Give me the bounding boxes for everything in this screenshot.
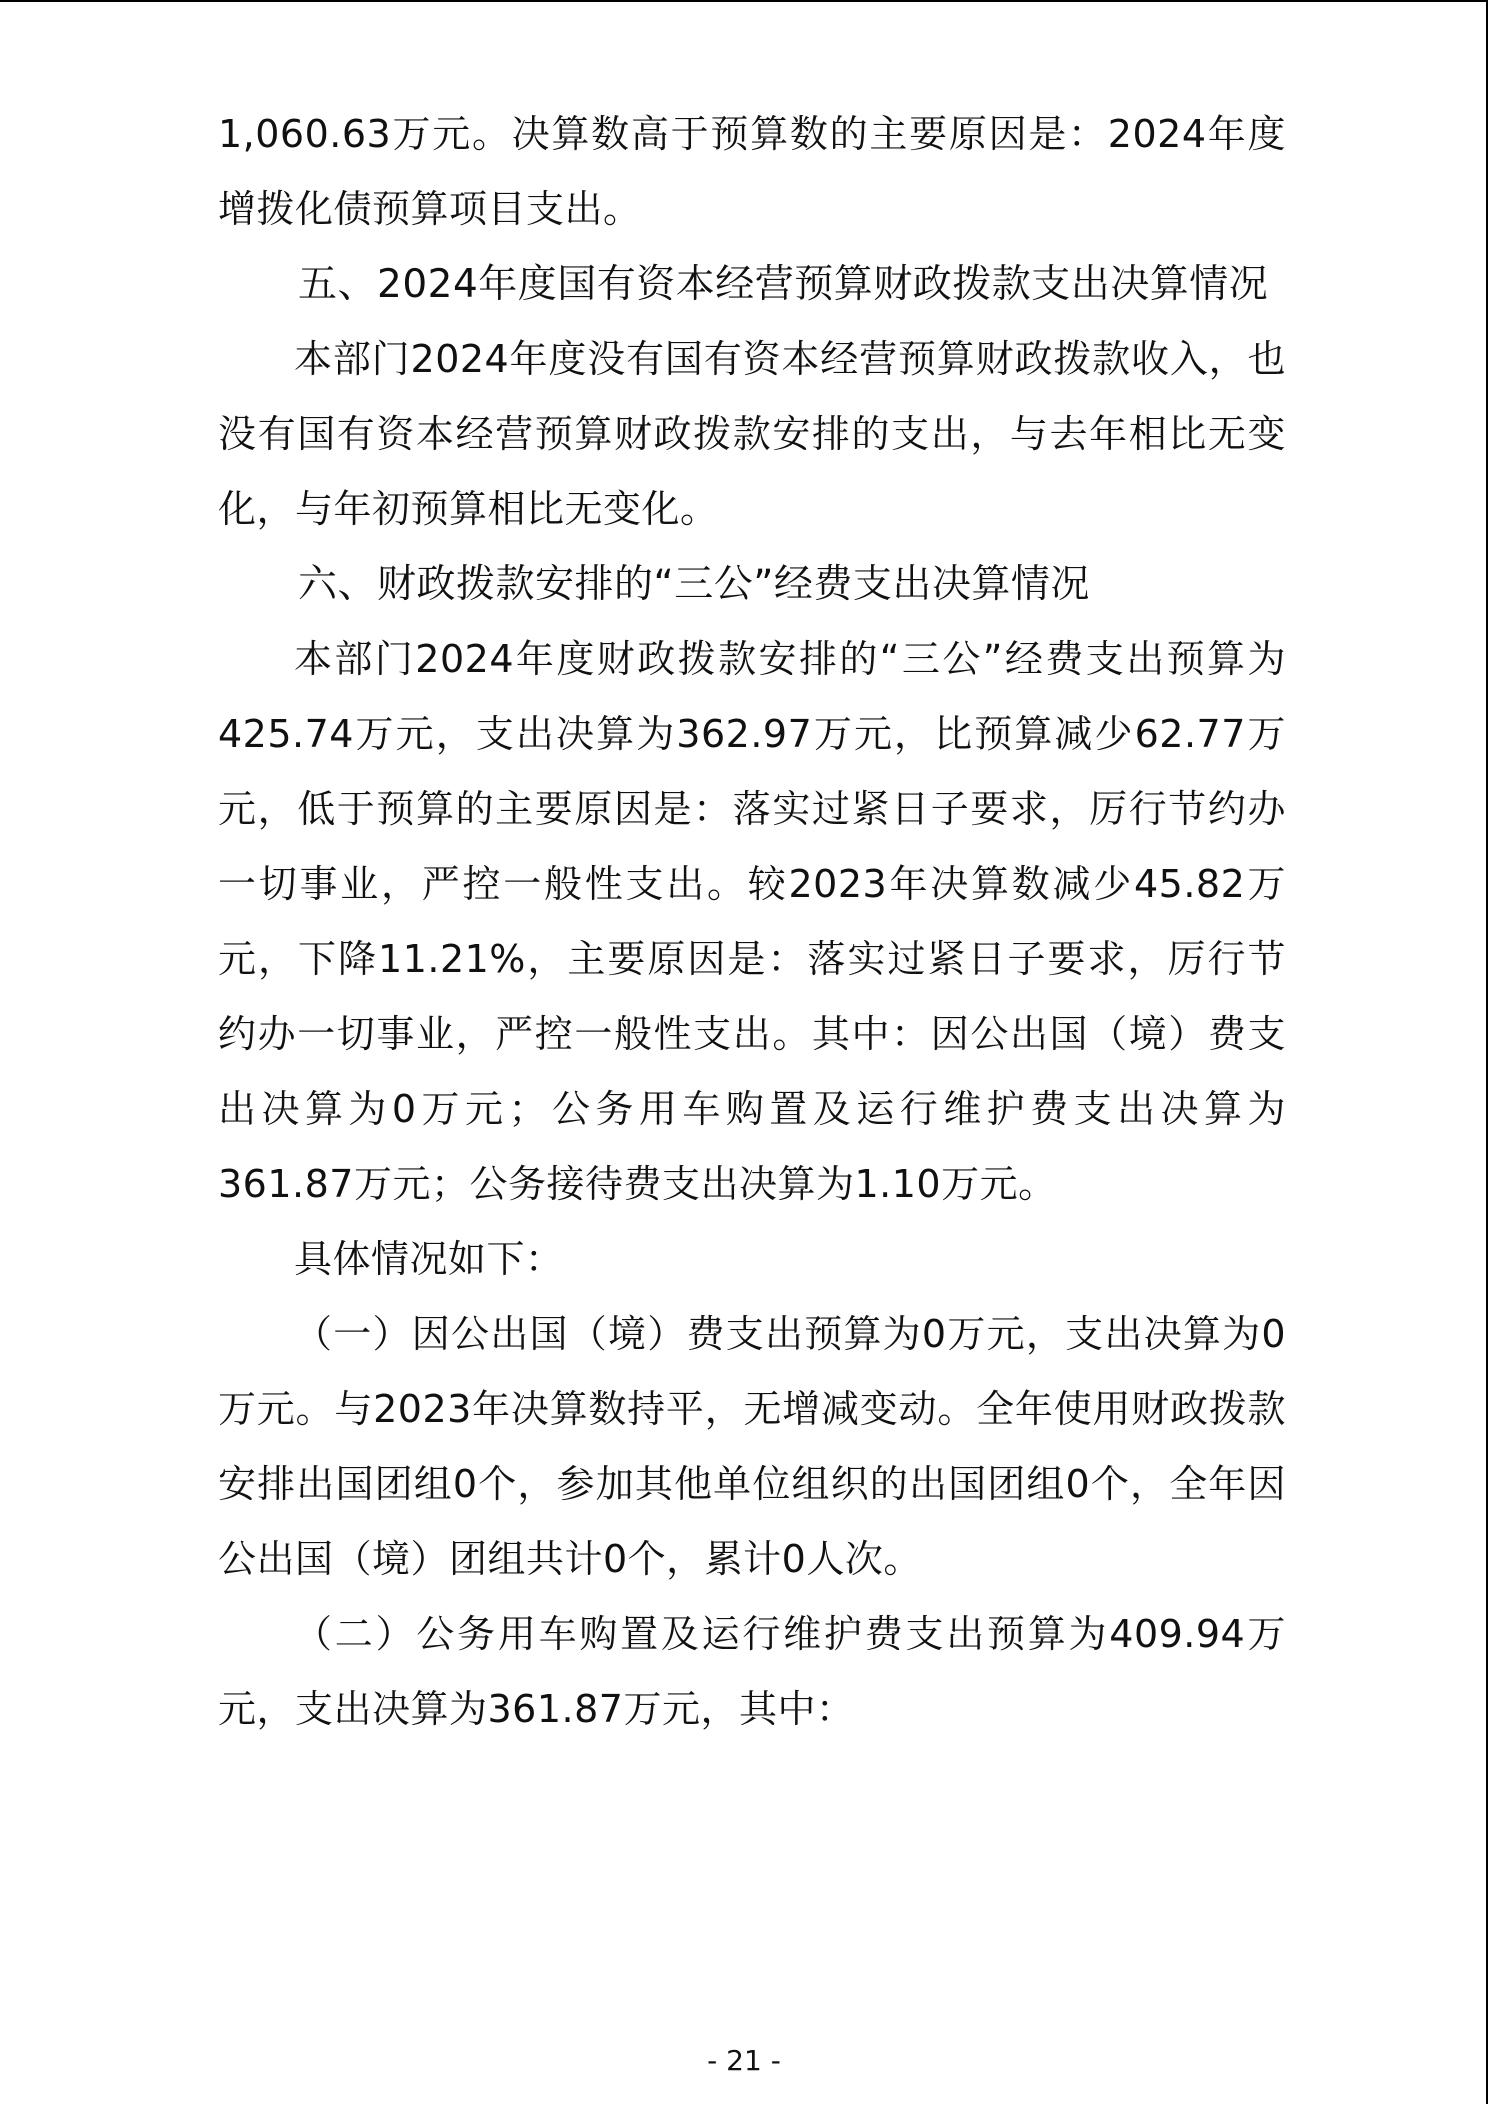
section-heading-six: 六、财政拨款安排的“三公”经费支出决算情况 (298, 562, 1090, 607)
section-heading-five: 五、2024年度国有资本经营预算财政拨款支出决算情况 (298, 262, 1269, 307)
paragraph-continuation: 1,060.63万元。决算数高于预算数的主要原因是：2024年度增拨化债预算项目支出。 (218, 112, 1286, 231)
paragraph-overseas-travel: （一）因公出国（境）费支出预算为0万元，支出决算为0万元。与2023年决算数持平，无增减变动。全年使用财政拨款安排出国团组0个，参加其他单位组织的出国团组0个，全年因公出国（境）团组共计0个，累计0人次。 (218, 1312, 1286, 1581)
paragraph-three-public-expenses: 本部门2024年度财政拨款安排的“三公”经费支出预算为425.74万元，支出决算为362.97万元，比预算减少62.77万元，低于预算的主要原因是：落实过紧日子要求，厉行节约办一切事业，严控一般性支出。较2023年决算数减少45.82万元，下降11.21%，主要原因是：落实过紧日子要求，厉行节约办一切事业，严控一般性支出。其中：因公出国（境）费支出决算为0万元；公务用车购置及运行维护费支出决算为361.87万元；公务接待费支出决算为1.10万元。 (218, 637, 1286, 1206)
paragraph-state-capital: 本部门2024年度没有国有资本经营预算财政拨款收入，也没有国有资本经营预算财政拨款安排的支出，与去年相比无变化，与年初预算相比无变化。 (218, 337, 1286, 531)
page-top-border (0, 0, 1488, 2)
page-number: - 21 - (707, 2044, 781, 2077)
document-body (218, 97, 1286, 1747)
paragraph-details-intro: 具体情况如下： (294, 1237, 564, 1281)
paragraph-official-vehicles: （二）公务用车购置及运行维护费支出预算为409.94万元，支出决算为361.87万元，其中： (218, 1612, 1286, 1731)
